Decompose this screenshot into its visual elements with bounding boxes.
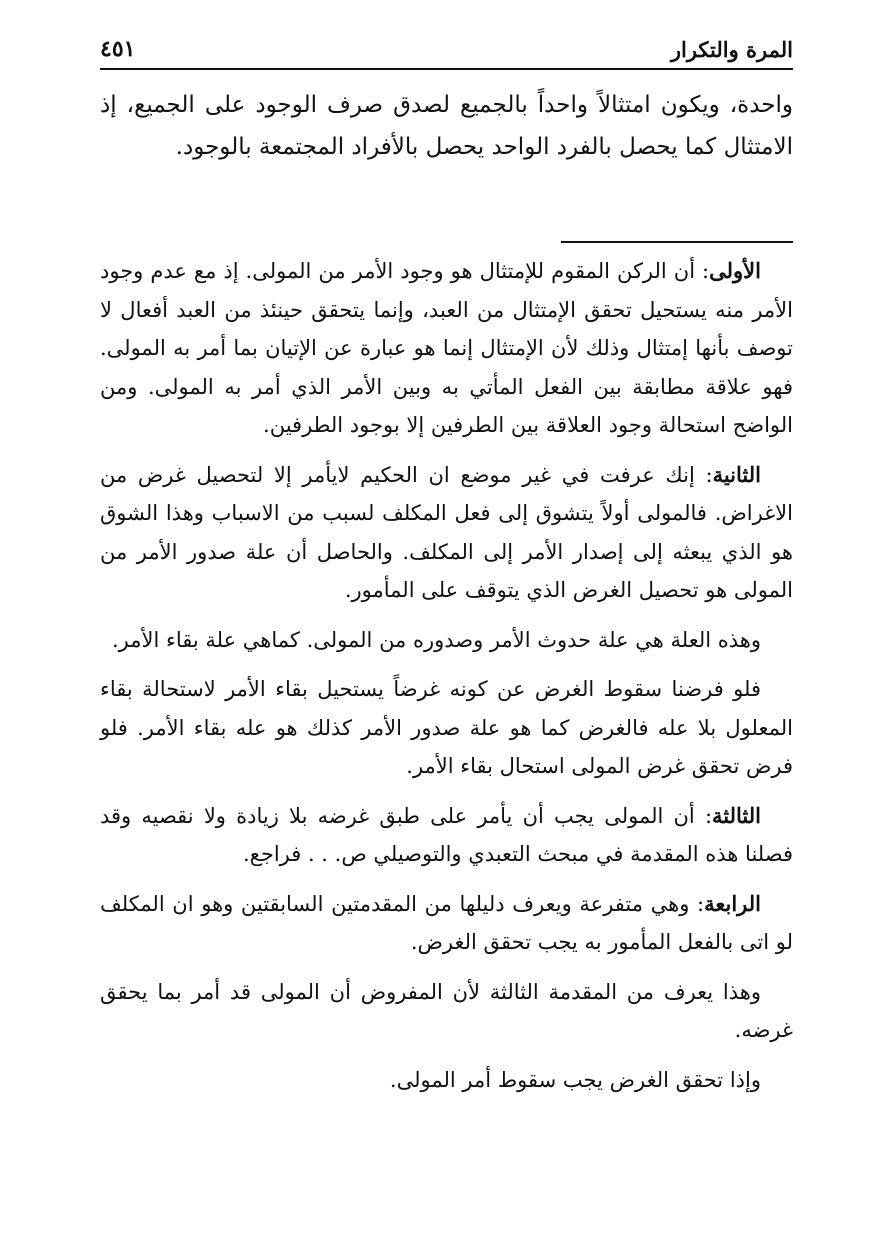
note-separator: : xyxy=(694,803,713,828)
note-text: وهي متفرعة ويعرف دليلها من المقدمتين السابقتين وهو ان المكلف لو اتى بالفعل المأمور به يجب تحقق الغرض. xyxy=(100,891,793,954)
note-paragraph xyxy=(100,1061,793,1100)
note-text: وهذه العلة هي علة حدوث الأمر وصدوره من المولى. كماهي علة بقاء الأمر. xyxy=(111,627,761,652)
note-third xyxy=(100,797,793,874)
note-paragraph xyxy=(100,621,793,660)
note-second xyxy=(100,456,793,610)
footnote-divider xyxy=(561,241,793,243)
note-text: إنك عرفت في غير موضع ان الحكيم لايأمر إلا لتحصيل غرض من الاغراض. فالمولى أولاً يتشوق إلى فعل المكلف لسبب من الاسباب وهذا الشوق هو الذي يبعثه إلى إصدار الأمر إلى المكلف. والحاصل أن علة صدور الأمر من المولى هو تحصيل الغرض الذي يتوقف على المأمور. xyxy=(100,462,793,602)
note-separator: : xyxy=(695,259,710,283)
note-term: الأولى xyxy=(709,258,761,283)
page-header xyxy=(100,26,793,70)
note-first xyxy=(100,252,793,445)
note-text: وإذا تحقق الغرض يجب سقوط أمر المولى. xyxy=(389,1067,761,1092)
note-text: فلو فرضنا سقوط الغرض عن كونه غرضاً يستحيل بقاء الأمر لاستحالة بقاء المعلول بلا عله فالغرض كما هو علة صدور الأمر كذلك هو عله بقاء الأمر. فلو فرض تحقق غرض المولى استحال بقاء الأمر. xyxy=(100,677,793,778)
page-number: ٤٥١ xyxy=(100,36,136,62)
note-paragraph xyxy=(100,670,793,786)
notes-section xyxy=(100,252,793,1110)
main-paragraph: واحدة، ويكون امتثالاً واحداً بالجميع لصدق صرف الوجود على الجميع، إذ الامتثال كما يحصل بالفرد الواحد يحصل بالأفراد المجتمعة بالوجود. xyxy=(100,92,793,160)
note-fourth xyxy=(100,885,793,962)
note-text: وهذا يعرف من المقدمة الثالثة لأن المفروض أن المولى قد أمر بما يحقق غرضه. xyxy=(100,979,793,1042)
note-text: أن المولى يجب أن يأمر على طبق غرضه بلا زيادة ولا نقصيه وقد فصلنا هذه المقدمة في مبحث التعبدي والتوصيلي ص. . . فراجع. xyxy=(100,803,793,866)
note-text: أن الركن المقوم للإمتثال هو وجود الأمر من المولى. إذ مع عدم وجود الأمر منه يستحيل تحقق الإمتثال من العبد، وإنما يتحقق حينئذ من العبد أفعال لا توصف بأنها إمتثال وذلك لأن الإمتثال إنما هو عبارة عن الإتيان بما أمر به المولى. فهو علاقة مطابقة بين الفعل المأتي به وبين الأمر الذي أمر به المولى. ومن الواضح استحالة وجود العلاقة بين الطرفين إلا بوجود الطرفين. xyxy=(100,259,793,437)
note-paragraph xyxy=(100,973,793,1050)
note-term: الثانية xyxy=(712,461,761,487)
note-separator: : xyxy=(694,462,713,487)
note-term: الثالثة xyxy=(712,802,761,828)
note-term: الرابعة xyxy=(704,890,761,916)
main-text xyxy=(100,84,793,168)
running-chapter-title: المرة والتكرار xyxy=(670,37,793,62)
note-separator: : xyxy=(689,891,705,916)
